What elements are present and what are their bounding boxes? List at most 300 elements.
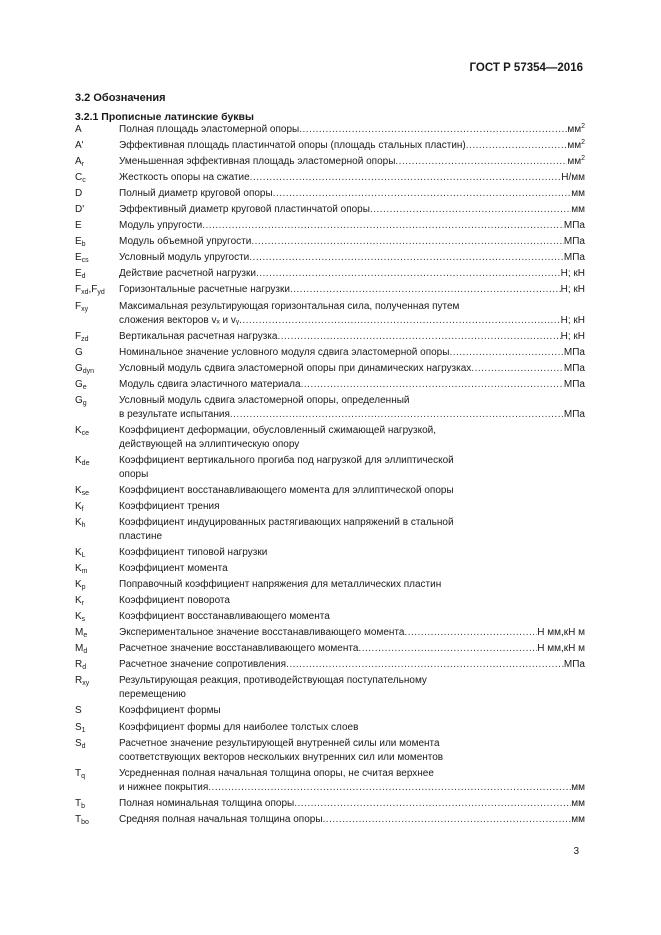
glossary-entry	[75, 484, 585, 498]
glossary-entry	[75, 610, 585, 624]
unit-text: мм	[571, 781, 585, 793]
glossary-entry	[75, 454, 585, 482]
symbol: $F_{xd},F_{yd}$	[75, 284, 105, 297]
symbol-letter: E	[75, 220, 82, 232]
description-line: Усредненная полная начальная толщина опоры, не считая верхнее	[119, 767, 434, 779]
unit-text: мм	[567, 156, 582, 168]
symbol-subscript: se	[81, 489, 90, 497]
symbol	[75, 394, 119, 408]
symbol-subscript: e	[82, 383, 87, 391]
symbol-letter: E	[75, 268, 82, 280]
dot-leader	[208, 781, 571, 795]
unit	[564, 251, 585, 265]
unit	[564, 378, 585, 392]
dot-leader	[239, 314, 561, 328]
symbol-subscript: r	[81, 600, 85, 608]
symbol	[75, 516, 119, 530]
unit-text: Н; кН	[560, 284, 585, 296]
symbol-letter: G	[75, 378, 83, 390]
symbol-subscript: m	[81, 568, 88, 576]
description	[119, 562, 585, 576]
description	[119, 626, 585, 640]
unit-text: Н; кН	[560, 268, 585, 280]
description-line: сложения векторов vₓ и vᵧ	[119, 314, 240, 326]
unit	[571, 781, 585, 795]
description-line: Полная площадь эластомерной опоры	[119, 124, 300, 135]
dot-leader	[395, 155, 567, 169]
dot-leader	[273, 187, 572, 201]
symbol-subscript: 1	[81, 726, 86, 734]
unit-text: мм	[571, 813, 585, 825]
glossary-entry	[75, 235, 585, 249]
symbol-subscript: zd	[81, 335, 89, 343]
description	[119, 330, 585, 344]
glossary-entry	[75, 546, 585, 560]
unit	[537, 642, 585, 656]
symbol	[75, 346, 119, 360]
glossary-entry	[75, 139, 585, 153]
symbol	[75, 704, 119, 718]
unit	[564, 408, 585, 422]
symbol-letter: K	[75, 516, 82, 528]
symbol-letter: M	[75, 643, 84, 655]
symbol-subscript: s	[81, 616, 86, 624]
symbol	[75, 500, 119, 514]
description	[119, 424, 585, 452]
symbol-letter: F	[91, 284, 98, 296]
symbol-subscript: c	[82, 177, 86, 185]
unit-text: мм	[571, 188, 585, 200]
symbol-letter: E	[75, 252, 82, 264]
symbol-letter: A	[75, 124, 82, 135]
description-line: Расчетное значение восстанавливающего момента	[119, 643, 359, 655]
symbol-letter: E	[75, 236, 82, 248]
symbol	[75, 721, 119, 735]
unit-text: МПа	[563, 220, 585, 232]
symbol-letter: M	[75, 627, 84, 639]
unit-text: МПа	[563, 346, 585, 358]
description-line: пластине	[119, 530, 163, 542]
dot-leader	[301, 378, 564, 392]
symbol-letter: G	[75, 362, 83, 374]
symbol-subscript: q	[81, 772, 86, 780]
symbol	[75, 610, 119, 624]
description	[119, 123, 585, 137]
description	[119, 594, 585, 608]
glossary-entry	[75, 283, 585, 297]
glossary-entry	[75, 267, 585, 281]
symbol-subscript: d	[82, 664, 87, 672]
glossary-entry	[75, 346, 585, 360]
description	[119, 500, 585, 514]
glossary-entry	[75, 187, 585, 201]
symbol-letter: T	[75, 767, 82, 779]
symbol-letter: F	[75, 330, 82, 342]
glossary-entry	[75, 578, 585, 592]
unit-text: Н мм,кН м	[537, 627, 585, 639]
symbol	[75, 626, 119, 640]
symbol-letter: R	[75, 659, 83, 671]
description-line: перемещению	[119, 689, 186, 701]
description	[119, 721, 585, 735]
glossary-entry	[75, 813, 585, 827]
glossary-entry	[75, 562, 585, 576]
description	[119, 251, 585, 265]
symbol-letter: D'	[75, 204, 85, 216]
glossary-entry	[75, 704, 585, 718]
description	[119, 737, 585, 765]
description	[119, 283, 585, 297]
symbol	[75, 797, 119, 811]
description-line: Эффективная площадь пластинчатой опоры (площадь стальных пластин)	[119, 140, 466, 152]
description-line: Горизонтальные расчетные нагрузки	[119, 284, 290, 296]
symbol-letter: C	[75, 172, 83, 184]
symbol-subscript: f	[81, 505, 84, 513]
unit-text: МПа	[563, 659, 585, 671]
description-line: в результате испытания	[119, 408, 230, 420]
symbol-subscript: g	[82, 399, 87, 407]
description	[119, 546, 585, 560]
symbol	[75, 123, 119, 137]
symbol	[75, 300, 119, 314]
symbol-letter: F	[75, 284, 82, 296]
symbol-letter: S	[75, 705, 82, 717]
symbol-subscript: d	[81, 273, 86, 281]
description-line: Условный модуль упругости	[119, 252, 250, 264]
glossary-entry	[75, 123, 585, 137]
glossary-entry	[75, 362, 585, 376]
unit-text: Н мм,кН м	[537, 643, 585, 655]
description	[119, 610, 585, 624]
glossary-entry	[75, 797, 585, 811]
dot-leader	[249, 251, 564, 265]
symbol-letter: G	[75, 394, 83, 406]
glossary-entry	[75, 203, 585, 217]
symbol	[75, 378, 119, 392]
symbol-subscript: r	[81, 161, 85, 169]
description-line: Средняя полная начальная толщина опоры	[119, 813, 323, 825]
description-line: Модуль сдвига эластичного материала	[119, 378, 301, 390]
description-line: Условный модуль сдвига эластомерной опоры при динамических нагрузках	[119, 362, 472, 374]
description-line: Коэффициент восстанавливающего момента для эллиптической опоры	[119, 484, 454, 496]
dot-leader	[230, 408, 564, 422]
description	[119, 484, 585, 498]
symbol	[75, 813, 119, 827]
symbol	[75, 578, 119, 592]
symbol-letter: K	[75, 563, 82, 575]
glossary-entry	[75, 251, 585, 265]
dot-leader	[358, 642, 537, 656]
symbol	[75, 267, 119, 281]
symbol	[75, 171, 119, 185]
description	[119, 267, 585, 281]
description	[119, 155, 585, 169]
glossary-entry	[75, 500, 585, 514]
glossary-entry	[75, 155, 585, 169]
glossary-entry	[75, 219, 585, 233]
dot-leader	[323, 813, 572, 827]
symbol	[75, 642, 119, 656]
dot-leader	[471, 362, 564, 376]
description-line: Уменьшенная эффективная площадь эластомерной опоры	[119, 156, 396, 168]
glossary-entry	[75, 658, 585, 672]
symbol-subscript: ce	[81, 429, 90, 437]
unit	[561, 171, 585, 185]
unit-text: мм	[571, 204, 585, 216]
dot-leader	[286, 658, 564, 672]
description	[119, 378, 585, 392]
symbol	[75, 546, 119, 560]
unit	[571, 813, 585, 827]
description	[119, 674, 585, 702]
unit	[564, 658, 585, 672]
symbol	[75, 203, 119, 217]
unit	[561, 330, 585, 344]
description-line: Расчетное значение результирующей внутренней силы или момента	[119, 737, 440, 749]
glossary-entry	[75, 378, 585, 392]
symbol-letter: D	[75, 188, 83, 200]
symbol-letter: R	[75, 675, 83, 687]
unit-text: Н; кН	[560, 330, 585, 342]
description-line: Результирующая реакция, противодействующая поступательному	[119, 675, 427, 687]
glossary-entry	[75, 300, 585, 328]
symbol-letter: G	[75, 346, 83, 358]
symbol	[75, 155, 119, 169]
symbol-subscript: d	[83, 648, 88, 656]
symbol	[75, 454, 119, 468]
glossary-entry	[75, 330, 585, 344]
description	[119, 454, 585, 482]
description-line: Условный модуль сдвига эластомерной опоры, определенный	[119, 394, 410, 406]
symbol	[75, 235, 119, 249]
description-line: Полный диаметр круговой опоры	[119, 188, 273, 200]
dot-leader	[370, 203, 571, 217]
subsection-title: 3.2.1 Прописные латинские буквы	[75, 111, 254, 123]
symbol	[75, 658, 119, 672]
unit-text: МПа	[563, 252, 585, 264]
symbol-letter: A	[75, 156, 82, 168]
glossary-entry	[75, 424, 585, 452]
description-line: Коэффициент формы для наиболее толстых слоев	[119, 721, 359, 733]
unit	[561, 283, 585, 297]
dot-leader	[277, 330, 560, 344]
unit-text: МПа	[563, 378, 585, 390]
dot-leader	[294, 797, 571, 811]
unit-text: мм	[567, 140, 582, 152]
description	[119, 813, 585, 827]
description-line: Коэффициент деформации, обусловленный сжимающей нагрузкой,	[119, 424, 437, 436]
description-line: Коэффициент поворота	[119, 595, 230, 607]
symbol	[75, 330, 119, 344]
glossary-entry	[75, 767, 585, 795]
unit-text: МПа	[563, 408, 585, 420]
dot-leader	[290, 283, 561, 297]
description	[119, 187, 585, 201]
symbol	[75, 484, 119, 498]
description-line: Коэффициент момента	[119, 563, 228, 575]
symbol-subscript: L	[81, 552, 86, 560]
description	[119, 235, 585, 249]
symbol	[75, 674, 119, 688]
description	[119, 394, 585, 422]
description-line: Экспериментальное значение восстанавливающего момента	[119, 627, 405, 639]
description-line: Вертикальная расчетная нагрузка	[119, 330, 278, 342]
page-number: 3	[573, 846, 579, 857]
symbol-subscript: d	[81, 742, 86, 750]
symbol	[75, 737, 119, 751]
symbol-letter: A'	[75, 140, 84, 152]
description	[119, 203, 585, 217]
description-line: Коэффициент формы	[119, 705, 221, 717]
description-line: Коэффициент восстанавливающего момента	[119, 611, 330, 623]
symbol-letter: K	[75, 500, 82, 512]
dot-leader	[466, 139, 568, 153]
symbol-letter: K	[75, 547, 82, 559]
symbol-subscript: p	[81, 584, 86, 592]
unit	[564, 235, 585, 249]
glossary-entry	[75, 516, 585, 544]
description-line: Коэффициент индуцированных растягивающих напряжений в стальной	[119, 516, 454, 528]
symbol-subscript: e	[83, 632, 88, 640]
description	[119, 642, 585, 656]
glossary-entry	[75, 394, 585, 422]
symbol-letter: S	[75, 737, 82, 749]
symbol-subscript: yd	[97, 289, 105, 297]
symbol-subscript: cs	[81, 257, 89, 265]
dot-leader	[256, 267, 561, 281]
description	[119, 219, 585, 233]
dot-leader	[404, 626, 537, 640]
description-line: Коэффициент вертикального прогиба под нагрузкой для эллиптической	[119, 454, 454, 466]
unit	[564, 219, 585, 233]
description-line: Жесткость опоры на сжатие	[119, 172, 250, 184]
unit-exponent: 2	[581, 155, 585, 163]
unit	[567, 155, 585, 169]
description-line: Коэффициент трения	[119, 500, 220, 512]
description-line: Коэффициент типовой нагрузки	[119, 547, 268, 559]
description	[119, 578, 585, 592]
dot-leader	[251, 235, 564, 249]
unit-text: Н/мм	[561, 172, 585, 184]
symbol-subscript: h	[81, 521, 86, 529]
description	[119, 704, 585, 718]
symbol-letter: K	[75, 454, 82, 466]
symbol-subscript: dyn	[82, 367, 95, 375]
symbol	[75, 219, 119, 233]
document-header: ГОСТ Р 57354—2016	[469, 62, 583, 74]
unit	[537, 626, 585, 640]
unit	[567, 123, 585, 137]
symbol-letter: K	[75, 484, 82, 496]
symbol-subscript: de	[81, 459, 90, 467]
symbol	[75, 767, 119, 781]
symbol-letter: K	[75, 424, 82, 436]
dot-leader	[202, 219, 564, 233]
symbol-glossary	[75, 123, 585, 829]
symbol-subscript: xy	[81, 305, 89, 313]
dot-leader	[250, 171, 562, 185]
symbol-subscript: b	[81, 802, 86, 810]
glossary-entry	[75, 594, 585, 608]
description-line: Максимальная результирующая горизонтальная сила, полученная путем	[119, 300, 460, 312]
description	[119, 139, 585, 153]
dot-leader	[299, 123, 567, 137]
description-line: Эффективный диаметр круговой пластинчатой опоры	[119, 204, 370, 216]
unit-text: мм	[571, 797, 585, 809]
unit-exponent: 2	[581, 139, 585, 147]
symbol-subscript: b	[81, 241, 86, 249]
description-line: Модуль объемной упругости	[119, 236, 252, 248]
description-line: опоры	[119, 468, 149, 480]
description-line: Поправочный коэффициент напряжения для металлических пластин	[119, 579, 442, 591]
description	[119, 797, 585, 811]
unit	[571, 187, 585, 201]
unit-text: мм	[567, 124, 582, 135]
symbol-letter: K	[75, 611, 82, 623]
unit	[564, 346, 585, 360]
description-line: Номинальное значение условного модуля сдвига эластомерной опоры	[119, 346, 450, 358]
symbol-letter: K	[75, 579, 82, 591]
symbol	[75, 187, 119, 201]
description-line: Действие расчетной нагрузки	[119, 268, 256, 280]
symbol-letter: S	[75, 721, 82, 733]
description	[119, 346, 585, 360]
unit	[561, 267, 585, 281]
unit	[561, 314, 585, 328]
unit-exponent: 2	[581, 123, 585, 130]
symbol-letter: T	[75, 813, 82, 825]
unit-text: МПа	[563, 362, 585, 374]
symbol	[75, 362, 119, 376]
unit	[567, 139, 585, 153]
unit	[571, 203, 585, 217]
symbol-letter: F	[75, 300, 82, 312]
symbol	[75, 424, 119, 438]
description	[119, 767, 585, 795]
description-line: Полная номинальная толщина опоры	[119, 797, 295, 809]
symbol	[75, 251, 119, 265]
symbol	[75, 562, 119, 576]
description-line: соответствующих векторов нескольких внутренних сил или моментов	[119, 751, 444, 763]
symbol	[75, 139, 119, 153]
glossary-entry	[75, 642, 585, 656]
unit-text: МПа	[563, 236, 585, 248]
unit	[564, 362, 585, 376]
glossary-entry	[75, 737, 585, 765]
symbol-subscript: xy	[82, 680, 90, 688]
dot-leader	[449, 346, 563, 360]
description	[119, 300, 585, 328]
glossary-entry	[75, 674, 585, 702]
symbol-subscript: bo	[81, 818, 89, 826]
symbol-letter: T	[75, 797, 82, 809]
description-line: действующей на эллиптическую опору	[119, 438, 300, 450]
description-line: и нижнее покрытия	[119, 781, 209, 793]
description	[119, 171, 585, 185]
description-line: Расчетное значение сопротивления	[119, 659, 287, 671]
description-line: Модуль упругости	[119, 220, 203, 232]
glossary-entry	[75, 721, 585, 735]
section-title: 3.2 Обозначения	[75, 92, 166, 104]
symbol	[75, 594, 119, 608]
glossary-entry	[75, 626, 585, 640]
description	[119, 516, 585, 544]
description	[119, 362, 585, 376]
unit-text: Н; кН	[560, 314, 585, 326]
glossary-entry	[75, 171, 585, 185]
symbol-letter: K	[75, 595, 82, 607]
symbol-subscript: xd	[81, 289, 89, 297]
